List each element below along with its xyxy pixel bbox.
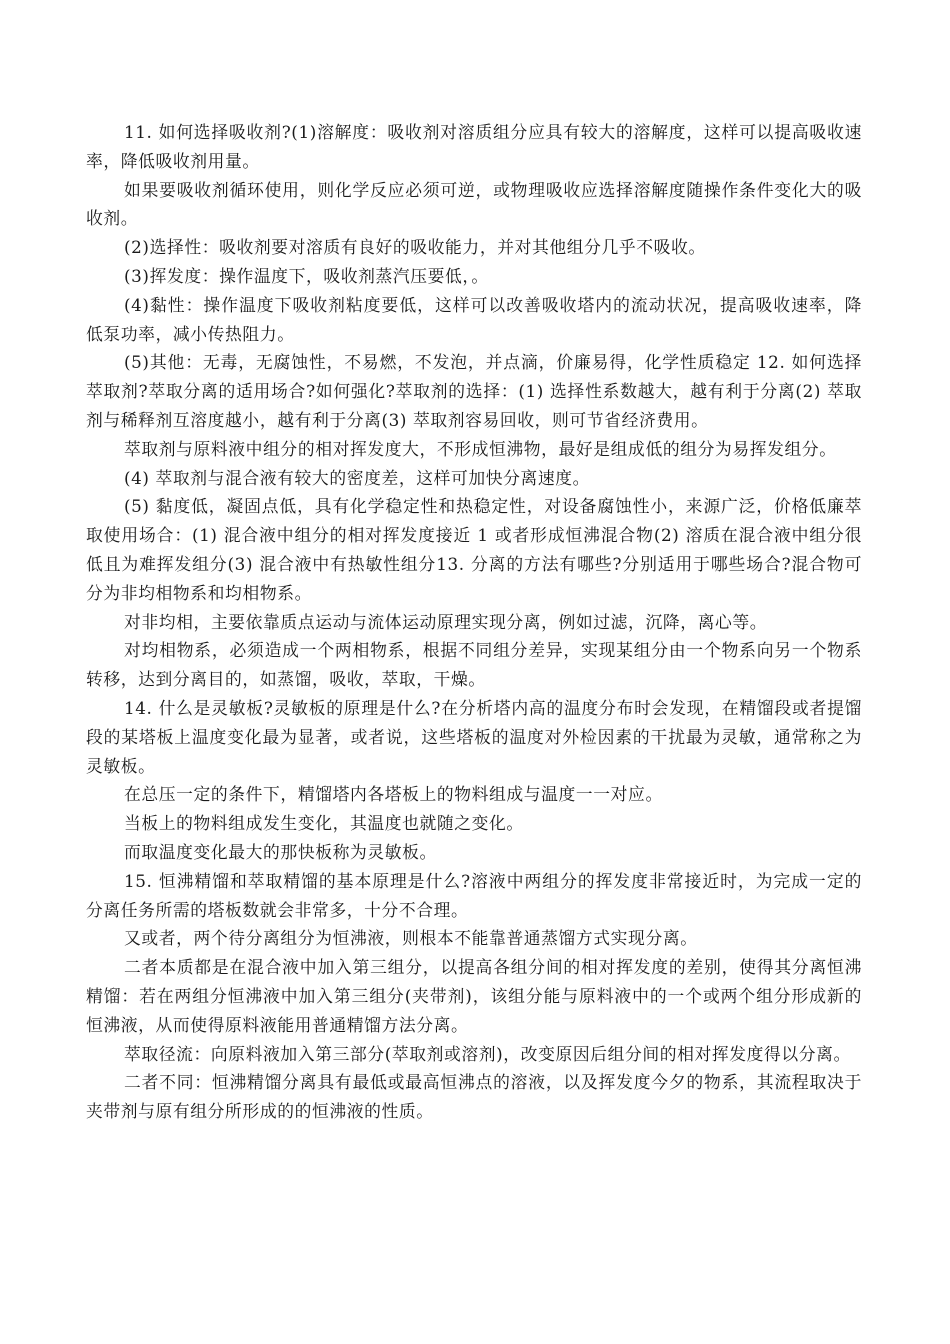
document-body [86,118,862,1126]
paragraph-recycle-absorbent: 如果要吸收剂循环使用，则化学反应必须可逆，或物理吸收应选择溶解度随操作条件变化大的吸收剂。 [86,179,862,229]
paragraph-homogeneous: 对均相物系，必须造成一个两相物系，根据不同组分差异，实现某组分由一个物系向另一个物系转移，达到分离目的，如蒸馏，吸收，萃取，干燥。 [86,640,862,690]
paragraph-q11-solubility: 11. 如何选择吸收剂?(1)溶解度：吸收剂对溶质组分应具有较大的溶解度，这样可以提高吸收速率，降低吸收剂用量。 [86,122,862,171]
paragraph-volatility: (3)挥发度：操作温度下，吸收剂蒸汽压要低，。 [124,265,489,286]
paragraph-q15-azeotropic: 15. 恒沸精馏和萃取精馏的基本原理是什么?溶液中两组分的挥发度非常接近时，为完成一定的分离任务所需的塔板数就会非常多，十分不合理。 [86,870,862,920]
paragraph-density-difference: (4) 萃取剂与混合液有较大的密度差，这样可加快分离速度。 [124,467,591,488]
paragraph-sensitive-plate-definition: 而取温度变化最大的那快板称为灵敏板。 [124,841,437,862]
paragraph-other-q12: (5)其他：无毒，无腐蚀性，不易燃，不发泡，并点滴，价廉易得，化学性质稳定 12. 如何选择萃取剂?萃取分离的适用场合?如何强化?萃取剂的选择：(1) 选择性系数越大，越有利于分离(2) 萃取剂与稀释剂互溶度越小，越有利于分离(3) 萃取剂容易回收，则可节省经济费用。 [86,352,862,430]
paragraph-azeotrope-mixture: 又或者，两个待分离组分为恒沸液，则根本不能靠普通蒸馏方式实现分离。 [124,928,698,949]
paragraph-selectivity: (2)选择性：吸收剂要对溶质有良好的吸收能力，并对其他组分几乎不吸收。 [124,237,706,258]
paragraph-essence: 二者本质都是在混合液中加入第三组分，以提高各组分间的相对挥发度的差别，使得其分离恒沸精馏：若在两组分恒沸液中加入第三组分(夹带剂)，该组分能与原料液中的一个或两个组分形成新的恒沸液，从而使得原料液能用普通精馏方法分离。 [86,957,862,1035]
paragraph-heterogeneous: 对非均相，主要依靠质点运动与流体运动原理实现分离，例如过滤，沉降，离心等。 [124,611,768,632]
paragraph-total-pressure: 在总压一定的条件下，精馏塔内各塔板上的物料组成与温度一一对应。 [124,784,663,805]
paragraph-composition-change: 当板上的物料组成发生变化，其温度也就随之变化。 [124,813,524,834]
paragraph-low-viscosity-q13: (5) 黏度低，凝固点低，具有化学稳定性和热稳定性，对设备腐蚀性小，来源广泛，价格低廉萃取使用场合：(1) 混合液中组分的相对挥发度接近 1 或者形成恒沸混合物(2) 溶质在混合液中组分很低且为难挥发组分(3) 混合液中有热敏性组分13. 分离的方法有哪些?分别适用于哪些场合?混合物可分为非均相物系和均相物系。 [86,496,862,603]
paragraph-differences: 二者不同：恒沸精馏分离具有最低或最高恒沸点的溶液，以及挥发度今夕的物系，其流程取决于夹带剂与原有组分所形成的的恒沸液的性质。 [86,1072,862,1122]
paragraph-extractant-volatility: 萃取剂与原料液中组分的相对挥发度大，不形成恒沸物，最好是组成低的组分为易挥发组分。 [124,438,837,459]
paragraph-extractive-distillation: 萃取径流：向原料液加入第三部分(萃取剂或溶剂)，改变原因后组分间的相对挥发度得以分离。 [124,1043,851,1064]
paragraph-q14-sensitive-plate: 14. 什么是灵敏板?灵敏板的原理是什么?在分析塔内高的温度分布时会发现，在精馏段或者提馏段的某塔板上温度变化最为显著，或者说，这些塔板的温度对外检因素的干扰最为灵敏，通常称之为灵敏板。 [86,697,862,776]
paragraph-viscosity: (4)黏性：操作温度下吸收剂粘度要低，这样可以改善吸收塔内的流动状况，提高吸收速率，降低泵功率，减小传热阻力。 [86,294,862,344]
